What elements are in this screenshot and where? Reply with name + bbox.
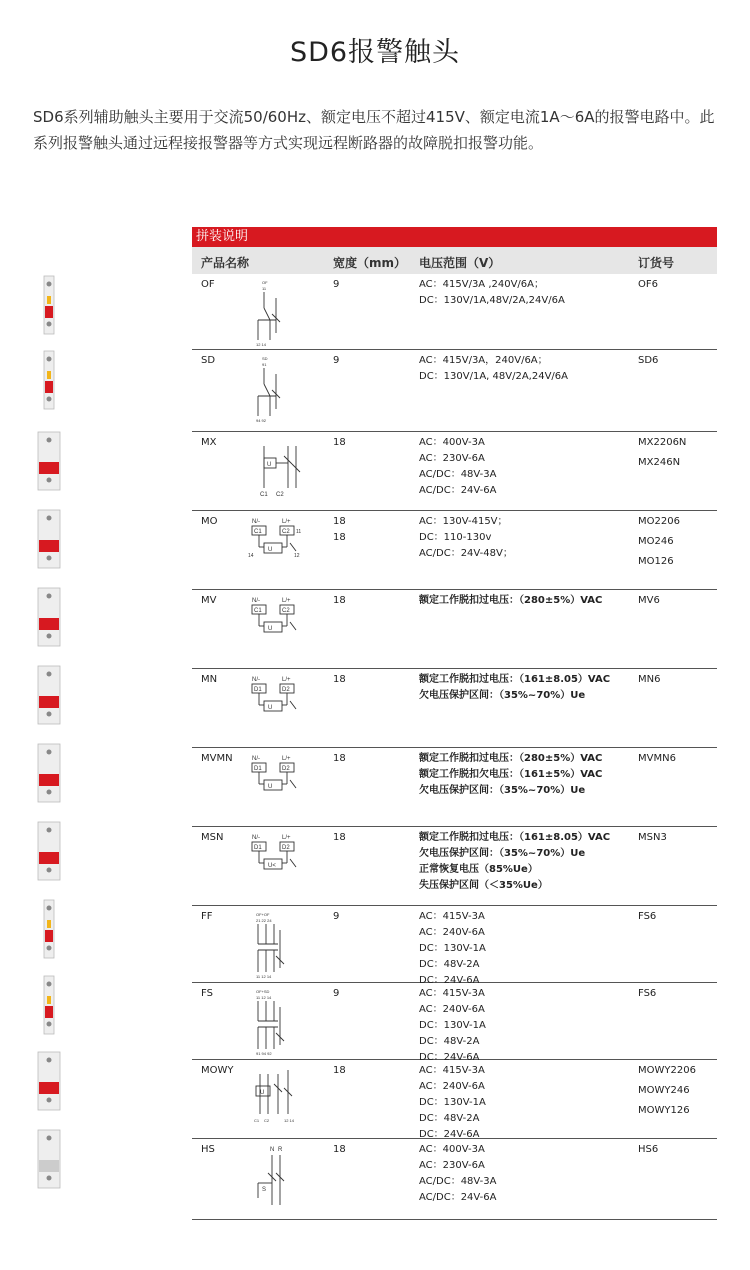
svg-text:OF+OF: OF+OF bbox=[256, 912, 270, 917]
table-banner: 拼装说明 bbox=[192, 227, 717, 247]
voltage-line: AC：230V-6A bbox=[419, 453, 485, 464]
svg-text:C2: C2 bbox=[282, 529, 290, 535]
voltage-line: AC/DC：48V-3A bbox=[419, 1176, 497, 1187]
product-width: 9 bbox=[333, 911, 340, 922]
wiring-diagram bbox=[248, 354, 308, 424]
wiring-diagram-svg bbox=[248, 910, 308, 980]
svg-text:11: 11 bbox=[262, 286, 267, 291]
wiring-diagram bbox=[248, 987, 308, 1057]
order-code: FS6 bbox=[638, 988, 657, 999]
header-order: 订货号 bbox=[638, 256, 675, 270]
voltage-line: 额定工作脱扣过电压：（280±5%）VAC bbox=[419, 753, 603, 764]
product-image bbox=[36, 1050, 62, 1116]
voltage-line: DC：130V/1A,48V/2A,24V/6A bbox=[419, 295, 565, 306]
svg-text:U: U bbox=[268, 705, 273, 711]
product-name: FF bbox=[201, 911, 213, 922]
voltage-line: AC/DC：48V-3A bbox=[419, 469, 497, 480]
product-width: 18 bbox=[333, 595, 346, 606]
order-number bbox=[638, 909, 656, 929]
svg-text:U<: U< bbox=[268, 863, 276, 869]
product-width: 18 bbox=[333, 437, 346, 448]
product-name: FS bbox=[201, 988, 213, 999]
order-number bbox=[638, 435, 686, 475]
wiring-diagram bbox=[248, 594, 308, 664]
table-header-row bbox=[192, 247, 717, 274]
table-row bbox=[192, 827, 717, 906]
order-number bbox=[638, 593, 660, 613]
voltage-line: DC：130V-1A bbox=[419, 1097, 486, 1108]
svg-text:U: U bbox=[268, 547, 273, 553]
order-number bbox=[638, 277, 658, 297]
order-code: MVMN6 bbox=[638, 753, 676, 764]
product-name: MSN bbox=[201, 832, 224, 843]
svg-text:U: U bbox=[267, 462, 272, 468]
product-name: OF bbox=[201, 279, 215, 290]
svg-text:D2: D2 bbox=[282, 687, 290, 693]
product-width: 18 bbox=[333, 753, 346, 764]
wiring-diagram bbox=[248, 910, 308, 980]
voltage-line: 欠电压保护区间：（35%~70%）Ue bbox=[419, 785, 586, 796]
voltage-range bbox=[419, 909, 486, 989]
svg-text:D1: D1 bbox=[254, 845, 262, 851]
product-image bbox=[36, 586, 62, 652]
product-image bbox=[36, 664, 62, 730]
svg-text:21 22 24: 21 22 24 bbox=[256, 918, 272, 923]
svg-text:L/+: L/+ bbox=[282, 519, 291, 525]
table-row bbox=[192, 432, 717, 511]
order-number bbox=[638, 1063, 696, 1123]
svg-text:94 92: 94 92 bbox=[256, 418, 267, 423]
voltage-line: 额定工作脱扣过电压：（280±5%）VAC bbox=[419, 595, 603, 606]
voltage-line: AC：415V/3A ,240V/6A； bbox=[419, 279, 545, 290]
svg-text:C2: C2 bbox=[276, 492, 284, 498]
table-row bbox=[192, 1060, 717, 1139]
voltage-line: AC/DC：24V-48V； bbox=[419, 548, 513, 559]
order-code: MOWY2206 bbox=[638, 1065, 696, 1076]
voltage-range bbox=[419, 353, 568, 385]
voltage-range bbox=[419, 1142, 497, 1206]
voltage-line: AC：400V-3A bbox=[419, 437, 485, 448]
svg-text:L/+: L/+ bbox=[282, 598, 291, 604]
voltage-line: DC：24V-6A bbox=[419, 1052, 480, 1063]
voltage-line: DC：48V-2A bbox=[419, 1036, 480, 1047]
table-row bbox=[192, 906, 717, 986]
svg-text:C1: C1 bbox=[254, 529, 262, 535]
voltage-line: AC：415V-3A bbox=[419, 911, 485, 922]
voltage-line: DC：130V-1A bbox=[419, 943, 486, 954]
svg-text:91: 91 bbox=[262, 362, 267, 367]
svg-text:11: 11 bbox=[296, 529, 302, 535]
voltage-line: DC：48V-2A bbox=[419, 959, 480, 970]
svg-text:D1: D1 bbox=[254, 766, 262, 772]
wiring-diagram-svg bbox=[248, 1143, 308, 1213]
svg-text:12: 12 bbox=[294, 553, 300, 559]
table-row bbox=[192, 748, 717, 827]
wiring-diagram bbox=[248, 515, 308, 585]
voltage-line: AC：130V-415V； bbox=[419, 516, 508, 527]
wiring-diagram-svg bbox=[248, 1064, 308, 1134]
svg-text:U: U bbox=[268, 626, 273, 632]
wiring-diagram-svg bbox=[248, 831, 308, 901]
product-name: MX bbox=[201, 437, 217, 448]
wiring-diagram-svg bbox=[248, 752, 308, 822]
product-image bbox=[36, 1128, 62, 1194]
wiring-diagram bbox=[248, 436, 308, 506]
svg-text:S: S bbox=[262, 1187, 267, 1193]
svg-text:U: U bbox=[268, 784, 273, 790]
voltage-line: AC/DC：24V-6A bbox=[419, 485, 497, 496]
svg-text:L/+: L/+ bbox=[282, 835, 291, 841]
wiring-diagram-svg bbox=[248, 354, 308, 424]
voltage-range bbox=[419, 1063, 486, 1143]
voltage-line: DC：24V-6A bbox=[419, 1129, 480, 1140]
wiring-diagram bbox=[248, 278, 308, 348]
voltage-line: 额定工作脱扣过电压：（161±8.05）VAC bbox=[419, 674, 611, 685]
table-row bbox=[192, 590, 717, 669]
product-image bbox=[36, 742, 62, 808]
voltage-range bbox=[419, 514, 513, 562]
product-name: MN bbox=[201, 674, 218, 685]
svg-text:C2: C2 bbox=[264, 1118, 270, 1123]
order-number bbox=[638, 514, 680, 574]
wiring-diagram-svg bbox=[248, 594, 308, 664]
wiring-diagram-svg bbox=[248, 987, 308, 1057]
svg-text:D1: D1 bbox=[254, 687, 262, 693]
order-number bbox=[638, 830, 667, 850]
product-image bbox=[36, 820, 62, 886]
order-code: MOWY246 bbox=[638, 1085, 690, 1096]
svg-text:L/+: L/+ bbox=[282, 756, 291, 762]
product-width: 18 bbox=[333, 674, 346, 685]
order-number bbox=[638, 353, 658, 373]
svg-text:N/-: N/- bbox=[252, 519, 260, 525]
svg-text:C1: C1 bbox=[254, 608, 262, 614]
voltage-line: AC/DC：24V-6A bbox=[419, 1192, 497, 1203]
order-code: MO126 bbox=[638, 556, 674, 567]
product-image bbox=[36, 274, 62, 340]
header-width: 宽度（mm） bbox=[333, 256, 407, 270]
voltage-line: DC：48V-2A bbox=[419, 1113, 480, 1124]
order-code: MO2206 bbox=[638, 516, 680, 527]
product-name: MV bbox=[201, 595, 217, 606]
order-code: MOWY126 bbox=[638, 1105, 690, 1116]
voltage-range bbox=[419, 593, 602, 609]
voltage-line: 欠电压保护区间：（35%~70%）Ue bbox=[419, 848, 586, 859]
wiring-diagram bbox=[248, 752, 308, 822]
table-row bbox=[192, 350, 717, 432]
svg-text:12 14: 12 14 bbox=[284, 1118, 295, 1123]
voltage-line: AC：240V-6A bbox=[419, 927, 485, 938]
header-voltage: 电压范围（V） bbox=[419, 256, 501, 270]
order-code: MN6 bbox=[638, 674, 661, 685]
order-number bbox=[638, 986, 656, 1006]
voltage-range bbox=[419, 986, 486, 1066]
voltage-range bbox=[419, 751, 602, 799]
order-number bbox=[638, 751, 676, 771]
voltage-range bbox=[419, 435, 497, 499]
order-code: MV6 bbox=[638, 595, 660, 606]
page-title: SD6报警触头 bbox=[289, 37, 461, 68]
svg-text:C2: C2 bbox=[282, 608, 290, 614]
svg-text:D2: D2 bbox=[282, 845, 290, 851]
svg-text:C1: C1 bbox=[260, 492, 268, 498]
svg-text:OF+SD: OF+SD bbox=[256, 989, 270, 994]
voltage-line: 正常恢复电压（85%Ue） bbox=[419, 864, 538, 875]
voltage-line: AC：240V-6A bbox=[419, 1081, 485, 1092]
voltage-line: AC：240V-6A bbox=[419, 1004, 485, 1015]
wiring-diagram-svg bbox=[248, 515, 308, 585]
table-row bbox=[192, 983, 717, 1063]
product-image bbox=[36, 974, 62, 1040]
product-image bbox=[36, 898, 62, 964]
product-image bbox=[36, 508, 62, 574]
spec-table bbox=[192, 227, 717, 1220]
product-width: 9 bbox=[333, 988, 340, 999]
table-body bbox=[192, 274, 717, 1220]
svg-text:SD: SD bbox=[262, 356, 268, 361]
header-name: 产品名称 bbox=[201, 256, 250, 270]
svg-text:12 14: 12 14 bbox=[256, 342, 267, 347]
order-code: OF6 bbox=[638, 279, 658, 290]
svg-text:N/-: N/- bbox=[252, 598, 260, 604]
product-name: HS bbox=[201, 1144, 215, 1155]
order-number bbox=[638, 672, 660, 692]
voltage-line: DC：24V-6A bbox=[419, 975, 480, 986]
voltage-line: DC：110-130v bbox=[419, 532, 492, 543]
voltage-line: AC：230V-6A bbox=[419, 1160, 485, 1171]
voltage-range bbox=[419, 672, 610, 704]
svg-text:14: 14 bbox=[248, 553, 254, 559]
table-row bbox=[192, 274, 717, 350]
voltage-line: 欠电压保护区间：（35%~70%）Ue bbox=[419, 690, 586, 701]
order-code: MX246N bbox=[638, 457, 681, 468]
voltage-range bbox=[419, 277, 565, 309]
voltage-line: AC：415V/3A，240V/6A； bbox=[419, 355, 548, 366]
wiring-diagram bbox=[248, 673, 308, 743]
svg-text:N/-: N/- bbox=[252, 756, 260, 762]
wiring-diagram bbox=[248, 1143, 308, 1213]
product-width: 18 18 bbox=[333, 516, 346, 543]
product-width: 9 bbox=[333, 279, 340, 290]
voltage-line: AC：415V-3A bbox=[419, 988, 485, 999]
svg-text:N/-: N/- bbox=[252, 835, 260, 841]
wiring-diagram bbox=[248, 831, 308, 901]
product-width: 18 bbox=[333, 1065, 346, 1076]
wiring-diagram bbox=[248, 1064, 308, 1134]
wiring-diagram-svg bbox=[248, 278, 308, 348]
product-width: 18 bbox=[333, 832, 346, 843]
svg-text:R: R bbox=[278, 1147, 283, 1153]
order-code: SD6 bbox=[638, 355, 659, 366]
svg-text:OF: OF bbox=[262, 280, 268, 285]
svg-text:11 12 14: 11 12 14 bbox=[256, 995, 272, 1000]
svg-text:11 12 14: 11 12 14 bbox=[256, 974, 272, 979]
voltage-range bbox=[419, 830, 610, 894]
product-image bbox=[36, 349, 62, 415]
table-row bbox=[192, 511, 717, 590]
svg-text:L/+: L/+ bbox=[282, 677, 291, 683]
wiring-diagram-svg bbox=[248, 673, 308, 743]
wiring-diagram-svg bbox=[248, 436, 308, 506]
order-code: MX2206N bbox=[638, 437, 687, 448]
product-name: MOWY bbox=[201, 1065, 234, 1076]
table-row bbox=[192, 669, 717, 748]
svg-text:D2: D2 bbox=[282, 766, 290, 772]
product-width: 9 bbox=[333, 355, 340, 366]
product-image bbox=[36, 430, 62, 496]
order-code: MO246 bbox=[638, 536, 674, 547]
voltage-line: AC：400V-3A bbox=[419, 1144, 485, 1155]
order-code: FS6 bbox=[638, 911, 657, 922]
voltage-line: AC：415V-3A bbox=[419, 1065, 485, 1076]
voltage-line: 失压保护区间（＜35%Ue） bbox=[419, 880, 548, 891]
svg-text:N/-: N/- bbox=[252, 677, 260, 683]
table-row bbox=[192, 1139, 717, 1220]
voltage-line: DC：130V/1A, 48V/2A,24V/6A bbox=[419, 371, 568, 382]
product-name: SD bbox=[201, 355, 216, 366]
product-width: 18 bbox=[333, 1144, 346, 1155]
svg-text:91 94 92: 91 94 92 bbox=[256, 1051, 272, 1056]
order-code: HS6 bbox=[638, 1144, 659, 1155]
order-code: MSN3 bbox=[638, 832, 667, 843]
voltage-line: DC：130V-1A bbox=[419, 1020, 486, 1031]
voltage-line: 额定工作脱扣过电压：（161±8.05）VAC bbox=[419, 832, 611, 843]
voltage-line: 额定工作脱扣欠电压：（161±5%）VAC bbox=[419, 769, 603, 780]
product-name: MO bbox=[201, 516, 218, 527]
intro-paragraph: SD6系列辅助触头主要用于交流50/60Hz、额定电压不超过415V、额定电流1A～6A的报警电路中。此系列报警触头通过远程接报警器等方式实现远程断路器的故障脱扣报警功能。 bbox=[33, 108, 715, 152]
svg-text:C1: C1 bbox=[254, 1118, 260, 1123]
product-name: MVMN bbox=[201, 753, 233, 764]
order-number bbox=[638, 1142, 658, 1162]
svg-text:U: U bbox=[260, 1090, 265, 1096]
svg-text:N: N bbox=[270, 1147, 275, 1153]
